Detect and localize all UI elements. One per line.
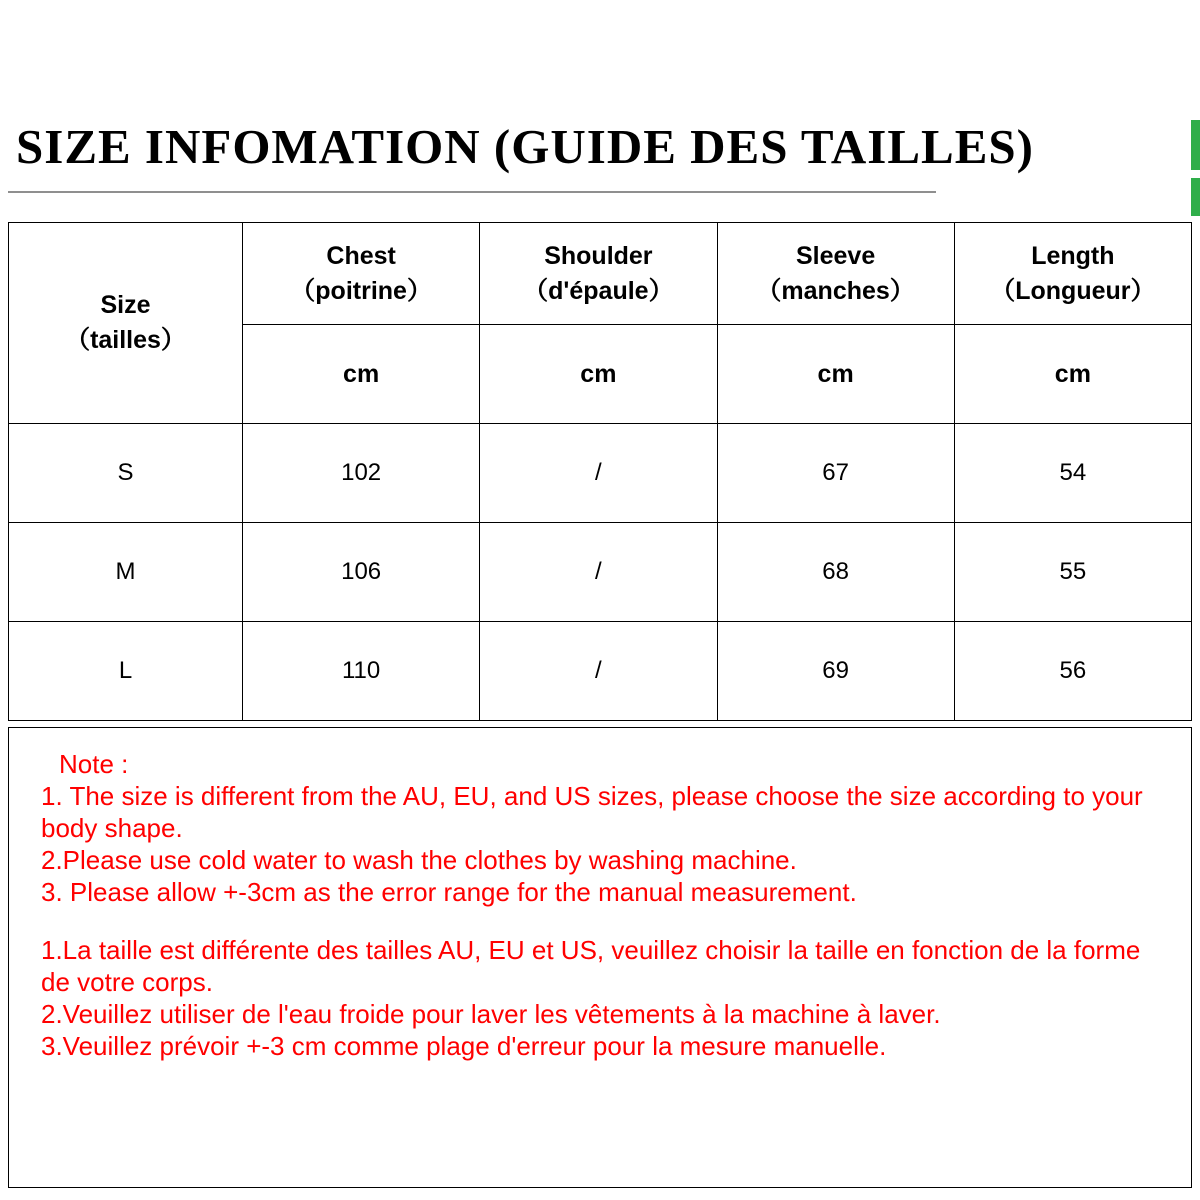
row-s-sleeve: 67 [717, 424, 954, 523]
table-row [9, 523, 1192, 622]
note-french-list [41, 934, 1167, 1062]
note-item: 3.Veuillez prévoir +-3 cm comme plage d'erreur pour la mesure manuelle. [41, 1031, 887, 1061]
header-sleeve-fr: （manches） [756, 276, 915, 305]
unit-sleeve: cm [717, 325, 954, 424]
unit-length: cm [954, 325, 1191, 424]
header-length-fr: （Longueur） [990, 276, 1156, 305]
header-chest-en: Chest [326, 241, 396, 270]
note-item: 3. Please allow +-3cm as the error range for the manual measurement. [41, 877, 857, 907]
row-l-sleeve: 69 [717, 622, 954, 721]
row-s-chest: 102 [243, 424, 480, 523]
note-item: 2.Veuillez utiliser de l'eau froide pour laver les vêtements à la machine à laver. [41, 999, 941, 1029]
row-m-size: M [9, 523, 243, 622]
row-s-size: S [9, 424, 243, 523]
row-l-size: L [9, 622, 243, 721]
header-size-en: Size [100, 291, 151, 319]
header-shoulder-en: Shoulder [544, 241, 653, 270]
size-table [8, 222, 1192, 721]
page-title: SIZE INFOMATION (GUIDE DES TAILLES) [16, 119, 1034, 174]
header-sleeve-en: Sleeve [796, 241, 876, 270]
note-english-list [41, 780, 1167, 908]
row-l-length: 56 [954, 622, 1191, 721]
header-sleeve [717, 223, 954, 325]
note-heading: Note : [59, 749, 129, 779]
header-shoulder-fr: （d'épaule） [523, 276, 674, 305]
green-accent-bar-top [1191, 120, 1200, 170]
header-size [9, 223, 243, 424]
row-s-length: 54 [954, 424, 1191, 523]
row-l-shoulder: / [480, 622, 717, 721]
header-chest [243, 223, 480, 325]
title-underline [8, 191, 936, 193]
note-box [8, 727, 1192, 1188]
header-length [954, 223, 1191, 325]
table-row [9, 622, 1192, 721]
note-item: 1. The size is different from the AU, EU, and US sizes, please choose the size according to your body shape. [41, 781, 1143, 843]
header-size-fr: （tailles） [65, 326, 186, 354]
header-chest-fr: （poitrine） [290, 276, 432, 305]
row-s-shoulder: / [480, 424, 717, 523]
row-l-chest: 110 [243, 622, 480, 721]
table-row [9, 424, 1192, 523]
row-m-shoulder: / [480, 523, 717, 622]
row-m-length: 55 [954, 523, 1191, 622]
row-m-sleeve: 68 [717, 523, 954, 622]
header-length-en: Length [1031, 241, 1115, 270]
table-header-row [9, 223, 1192, 325]
note-item: 1.La taille est différente des tailles AU, EU et US, veuillez choisir la taille en fonction de la forme de votre corps. [41, 935, 1141, 997]
header-shoulder [480, 223, 717, 325]
row-m-chest: 106 [243, 523, 480, 622]
green-accent-bar-bottom [1191, 178, 1200, 216]
note-item: 2.Please use cold water to wash the clothes by washing machine. [41, 845, 797, 875]
unit-chest: cm [243, 325, 480, 424]
unit-shoulder: cm [480, 325, 717, 424]
